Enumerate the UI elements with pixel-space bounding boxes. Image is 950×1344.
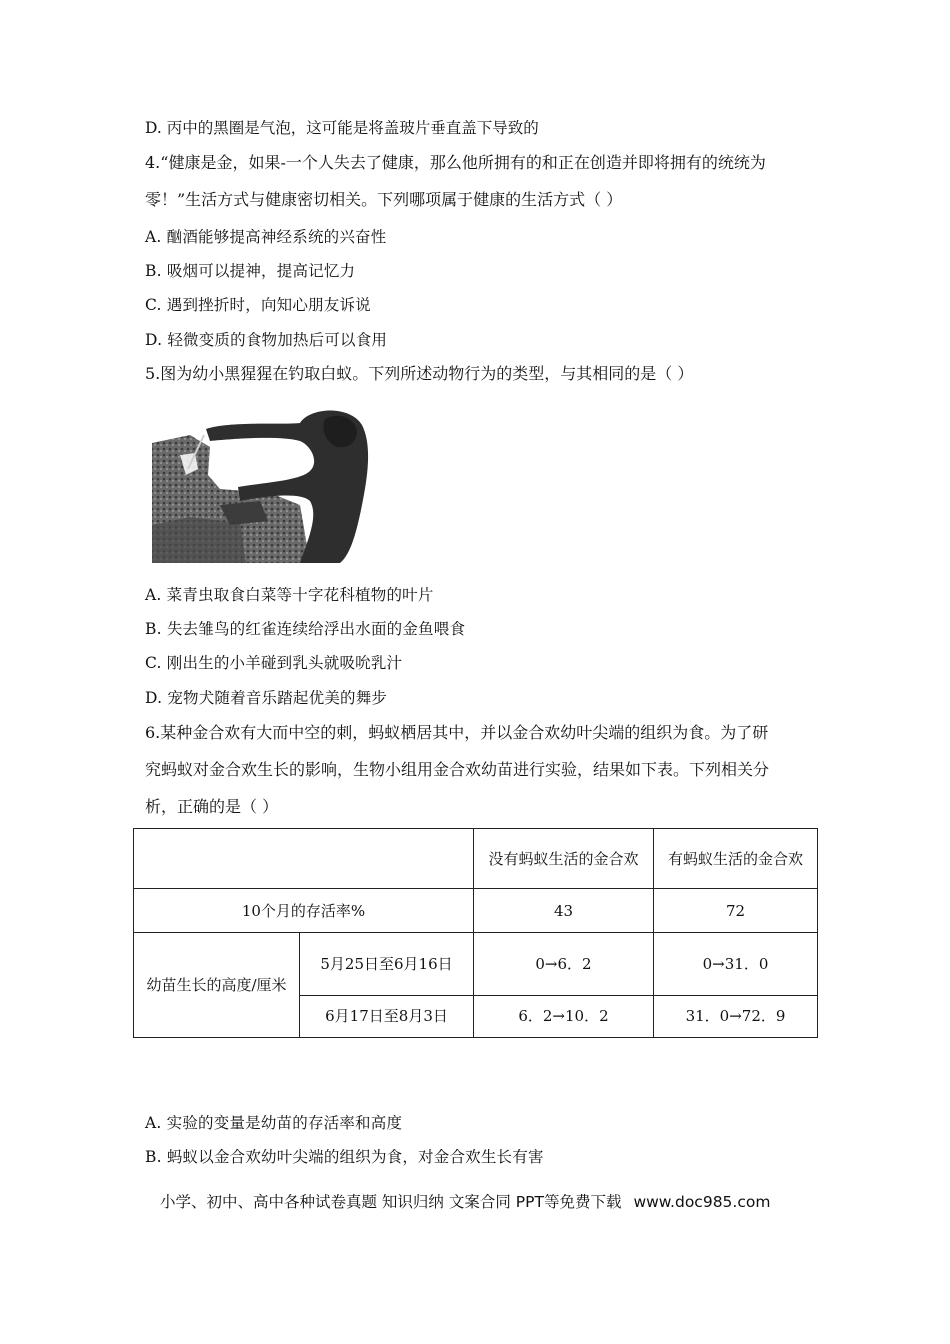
question-6-stem-line3: 析，正确的是（ ） [145,797,279,816]
table-row [134,889,818,933]
table-row [134,933,818,995]
period-1-label: 5月25日至6月16日 [300,933,474,995]
period-2-with-ant: 31．0→72．9 [654,995,818,1037]
chimpanzee-fishing-termites-image [150,405,372,563]
question-5-option-d: D. 宠物犬随着音乐踏起优美的舞步 [145,689,388,707]
question-6-stem-line2: 究蚂蚁对金合欢生长的影响，生物小组用金合欢幼苗进行实验，结果如下表。下列相关分 [145,760,770,779]
question-5-stem: 5.图为幼小黑猩猩在钓取白蚁。下列所述动物行为的类型，与其相同的是（ ） [145,364,694,383]
question-5-option-b: B. 失去雏鸟的红雀连续给浮出水面的金鱼喂食 [145,620,466,638]
period-2-label: 6月17日至8月3日 [300,995,474,1037]
period-1-no-ant: 0→6．2 [474,933,654,995]
height-label: 幼苗生长的高度/厘米 [134,933,300,1038]
question-4-option-c: C. 遇到挫折时，向知心朋友诉说 [145,296,371,314]
question-4-option-d: D. 轻微变质的食物加热后可以食用 [145,331,388,349]
experiment-results-table [133,828,818,1038]
question-4-option-a: A. 酗酒能够提高神经系统的兴奋性 [145,228,387,246]
period-1-with-ant: 0→31．0 [654,933,818,995]
question-4-stem-line1: 4.“健康是金，如果-一个人失去了健康，那么他所拥有的和正在创造并即将拥有的统统为 [145,153,766,172]
survival-rate-label: 10个月的存活率% [134,889,474,933]
question-5-option-a: A. 菜青虫取食白菜等十字花科植物的叶片 [145,586,434,604]
question-6-stem-line1: 6.某种金合欢有大而中空的刺，蚂蚁栖居其中，并以金合欢幼叶尖端的组织为食。为了研 [145,723,769,742]
question-5-option-c: C. 刚出生的小羊碰到乳头就吸吮乳汁 [145,654,403,672]
survival-with-ant: 72 [654,889,818,933]
question-6-option-b: B. 蚂蚁以金合欢幼叶尖端的组织为食，对金合欢生长有害 [145,1148,544,1166]
table-row [134,829,818,889]
option-d-prev-question: D. 丙中的黑圈是气泡，这可能是将盖玻片垂直盖下导致的 [145,119,539,137]
question-6-option-a: A. 实验的变量是幼苗的存活率和高度 [145,1114,403,1132]
header-no-ant: 没有蚂蚁生活的金合欢 [474,829,654,889]
period-2-no-ant: 6．2→10．2 [474,995,654,1037]
footer-url-link[interactable]: www.doc985.com [633,1193,771,1211]
footer-text: 小学、初中、高中各种试卷真题 知识归纳 文案合同 PPT等免费下载 [160,1193,622,1211]
question-4-stem-line2: 零！”生活方式与健康密切相关。下列哪项属于健康的生活方式（ ） [145,190,623,209]
page-footer [160,1190,770,1212]
question-4-option-b: B. 吸烟可以提神，提高记忆力 [145,262,356,280]
survival-no-ant: 43 [474,889,654,933]
header-with-ant: 有蚂蚁生活的金合欢 [654,829,818,889]
table-corner-cell [134,829,474,889]
